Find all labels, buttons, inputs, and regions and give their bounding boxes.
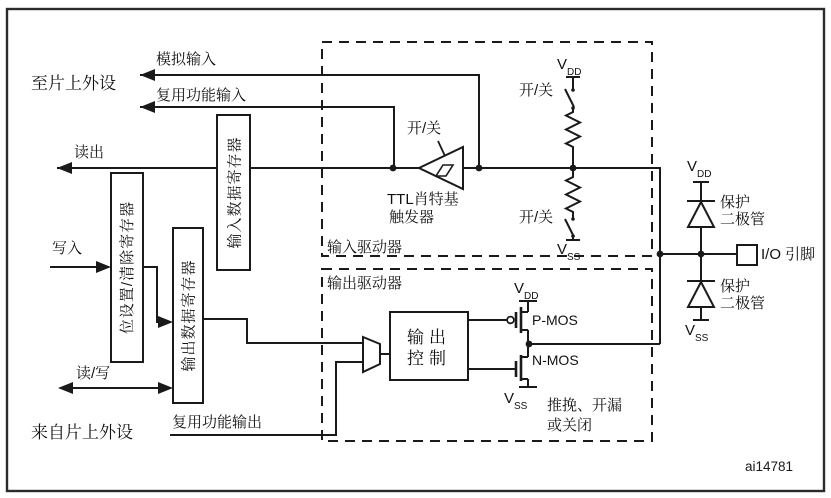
bit-set-clear-register (111, 173, 143, 362)
read-write-arrow-left (58, 382, 73, 394)
read-write-label: 读/写 (76, 365, 111, 382)
drive-mode-line2: 或关闭 (547, 417, 593, 434)
nmos-vss-label: $V_{SS}$ (504, 390, 528, 412)
read-write-arrow-right (158, 382, 173, 394)
output-data-register-label: 输出数据寄存器 (180, 259, 198, 372)
protection-diode-top-line2: 二极管 (720, 211, 766, 228)
pulldown-chain (565, 168, 580, 240)
output-driver-label: 输出驱动器 (327, 275, 403, 292)
schmitt-name-line2: 触发器 (389, 209, 435, 226)
output-control-label (390, 327, 468, 370)
output-control-line1: 输出 (407, 328, 451, 347)
nmos-transistor (468, 344, 537, 387)
pullup-vdd-label: $V_{DD}$ (557, 56, 582, 78)
diode-top-cathode (687, 182, 715, 201)
pullup-switch-label: 开/关 (519, 82, 554, 99)
io-pad-square (737, 245, 757, 265)
protection-diode-top-line1: 保护 (720, 194, 751, 211)
pulldown-vss-label: $V_{SS}$ (557, 241, 581, 263)
read-label: 读出 (74, 144, 105, 161)
figure-id: ai14781 (745, 459, 794, 474)
diode-vss-label: $V_{SS}$ (685, 322, 709, 344)
pmos-vdd-label: $V_{DD}$ (514, 280, 539, 302)
af-input-label: 复用功能输入 (156, 87, 247, 104)
schmitt-trigger (419, 141, 463, 189)
write-arrow (96, 261, 111, 273)
mux-symbol (363, 337, 380, 372)
pullup-vdd-terminal (566, 77, 580, 89)
input-driver-label: 输入驱动器 (327, 239, 403, 256)
diode-top-triangle (688, 202, 714, 227)
drive-mode-line1: 推挽、开漏 (547, 397, 623, 414)
af-output-label: 复用功能输出 (172, 414, 263, 431)
diode-vdd-label: $V_{DD}$ (687, 158, 712, 180)
pmos-label: P-MOS (532, 312, 578, 328)
output-control-line2: 控制 (407, 349, 451, 369)
bsrr-odr-arrow (158, 316, 173, 328)
diode-bottom-triangle (688, 282, 714, 307)
to-peripherals-label: 至片上外设 (31, 74, 116, 93)
schmitt-switch-label: 开/关 (407, 120, 442, 137)
bit-set-clear-register-label: 位设置/清除寄存器 (119, 200, 137, 335)
write-label: 写入 (52, 240, 83, 257)
nmos-label: N-MOS (532, 352, 579, 368)
schmitt-enable-line (438, 141, 445, 156)
protection-diode-bottom-line2: 二极管 (720, 295, 766, 312)
output-mux (363, 337, 390, 372)
schmitt-name-line1: TTL肖特基 (387, 191, 459, 208)
af-input-arrow (140, 101, 155, 113)
analog-input-arrow (140, 69, 155, 81)
bsrr-to-odr-wire (143, 267, 170, 322)
from-peripherals-label: 来自片上外设 (31, 423, 133, 442)
analog-input-label: 模拟输入 (156, 51, 217, 68)
read-arrow (57, 162, 72, 174)
pmos-bubble (507, 317, 514, 324)
protection-diode-bottom-line1: 保护 (720, 278, 751, 295)
pullup-resistor (566, 109, 580, 168)
pmos-transistor (468, 301, 537, 344)
diode-bottom-anode (693, 307, 709, 320)
pulldown-resistor (566, 168, 580, 218)
input-data-register (217, 115, 250, 270)
pulldown-switch-label: 开/关 (519, 209, 554, 226)
odr-to-mux-wire (203, 319, 363, 343)
output-data-register (173, 228, 203, 403)
input-data-register-label: 输入数据寄存器 (226, 136, 244, 249)
af-input-wire (140, 107, 394, 168)
io-pin-label: I/O 引脚 (761, 246, 816, 263)
